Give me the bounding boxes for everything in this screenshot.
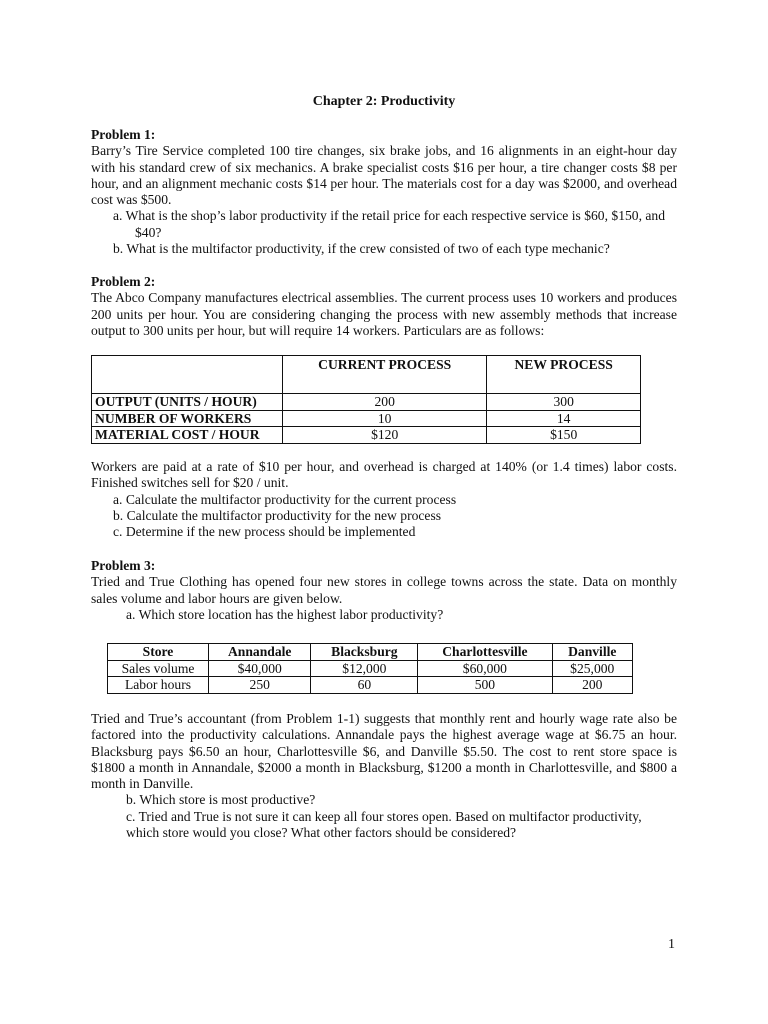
problem-2-text: The Abco Company manufactures electrical assemblies. The current process uses 10 workers and produces 200 units per hour. You are considering changing the process with new assembly methods that increase output to 300 units per hour, but will require 14 workers. Particulars are as follows: xyxy=(91,290,677,338)
table-cell: 60 xyxy=(311,677,418,694)
table-row xyxy=(92,427,641,444)
problem-1-item-b: b. What is the multifactor productivity, if the crew consisted of two of each type mechanic? xyxy=(113,241,610,257)
problem-3-heading: Problem 3: xyxy=(91,558,156,573)
row-label: MATERIAL COST / HOUR xyxy=(92,427,283,444)
table-cell: 300 xyxy=(487,394,641,411)
table-header-cell: Annandale xyxy=(209,644,311,661)
problem-3-followup xyxy=(91,711,677,841)
table-cell: 500 xyxy=(418,677,552,694)
table-row xyxy=(108,677,633,694)
table-header-row xyxy=(92,356,641,394)
table-cell: 250 xyxy=(209,677,311,694)
problem-2 xyxy=(91,274,677,339)
table-cell: $60,000 xyxy=(418,660,552,677)
problem-2-item-c: c. Determine if the new process should be implemented xyxy=(113,524,416,540)
problem-1 xyxy=(91,127,677,257)
page-title: Chapter 2: Productivity xyxy=(312,94,456,109)
problem-3-text: Tried and True Clothing has opened four new stores in college towns across the state. Data on monthly sales volume and labor hours are given below. xyxy=(91,574,677,606)
problem-2-after-text: Workers are paid at a rate of $10 per hour, and overhead is charged at 140% (or 1.4 times) labor costs. Finished switches sell for $20 / unit. xyxy=(91,459,677,491)
table-header-cell: Charlottesville xyxy=(418,644,552,661)
problem-2-heading: Problem 2: xyxy=(91,274,156,289)
table-header-cell: NEW PROCESS xyxy=(487,356,641,394)
problem-1-item-a: a. What is the shop’s labor productivity if the retail price for each respective service is $60, $150, and $40? xyxy=(113,208,666,240)
table-row xyxy=(108,660,633,677)
row-label: OUTPUT (UNITS / HOUR) xyxy=(92,394,283,411)
row-label: NUMBER OF WORKERS xyxy=(92,410,283,427)
table-header-cell: CURRENT PROCESS xyxy=(283,356,487,394)
problem-2-item-a: a. Calculate the multifactor productivity for the current process xyxy=(113,491,457,507)
problem-2-item-b: b. Calculate the multifactor productivity for the new process xyxy=(113,507,442,523)
table-cell: $120 xyxy=(283,427,487,444)
table-header-cell: Danville xyxy=(552,644,632,661)
page-number: 1 xyxy=(668,937,675,952)
table-cell: $150 xyxy=(487,427,641,444)
table-header-row xyxy=(108,644,633,661)
problem-3-item-a: a. Which store location has the highest labor productivity? xyxy=(126,606,444,622)
table-header-cell: Blacksburg xyxy=(311,644,418,661)
process-comparison-table xyxy=(91,355,641,444)
row-label: Labor hours xyxy=(108,677,209,694)
problem-1-heading: Problem 1: xyxy=(91,127,156,142)
table-cell: $25,000 xyxy=(552,660,632,677)
problem-3-item-b: b. Which store is most productive? xyxy=(126,792,316,808)
problem-1-text: Barry’s Tire Service completed 100 tire changes, six brake jobs, and 16 alignments in an eight-hour day with his standard crew of six mechanics. A brake specialist costs $16 per hour, a tire changer costs $8 per hour, and an alignment mechanic costs $14 per hour. The materials cost for a day was $2000, and overhead cost was $500. xyxy=(91,143,677,208)
problem-3-item-c: c. Tried and True is not sure it can keep all four stores open. Based on multifactor productivity, which store would you close? What other factors should be considered? xyxy=(126,808,642,841)
table-cell: $12,000 xyxy=(311,660,418,677)
table-row xyxy=(92,410,641,427)
problem-2-followup xyxy=(91,459,677,540)
table-cell: 14 xyxy=(487,410,641,427)
row-label: Sales volume xyxy=(108,660,209,677)
table-cell: 200 xyxy=(283,394,487,411)
table-row xyxy=(92,394,641,411)
table-cell: 200 xyxy=(552,677,632,694)
table-header-cell: Store xyxy=(108,644,209,661)
problem-3-after-text: Tried and True’s accountant (from Problem 1-1) suggests that monthly rent and hourly wage rate also be factored into the productivity calculations. Annandale pays the highest average wage at $6.75 an hour. Blacksburg pays $6.50 an hour, Charlottesville $6, and Danville $5.50. The cost to rent store space is $1800 a month in Annandale, $2000 a month in Blacksburg, $1200 a month in Charlottesville, and $800 a month in Danville. xyxy=(91,711,677,792)
table-cell: 10 xyxy=(283,410,487,427)
table-header-cell xyxy=(92,356,283,394)
table-cell: $40,000 xyxy=(209,660,311,677)
problem-3 xyxy=(91,558,677,623)
stores-table xyxy=(107,643,633,694)
